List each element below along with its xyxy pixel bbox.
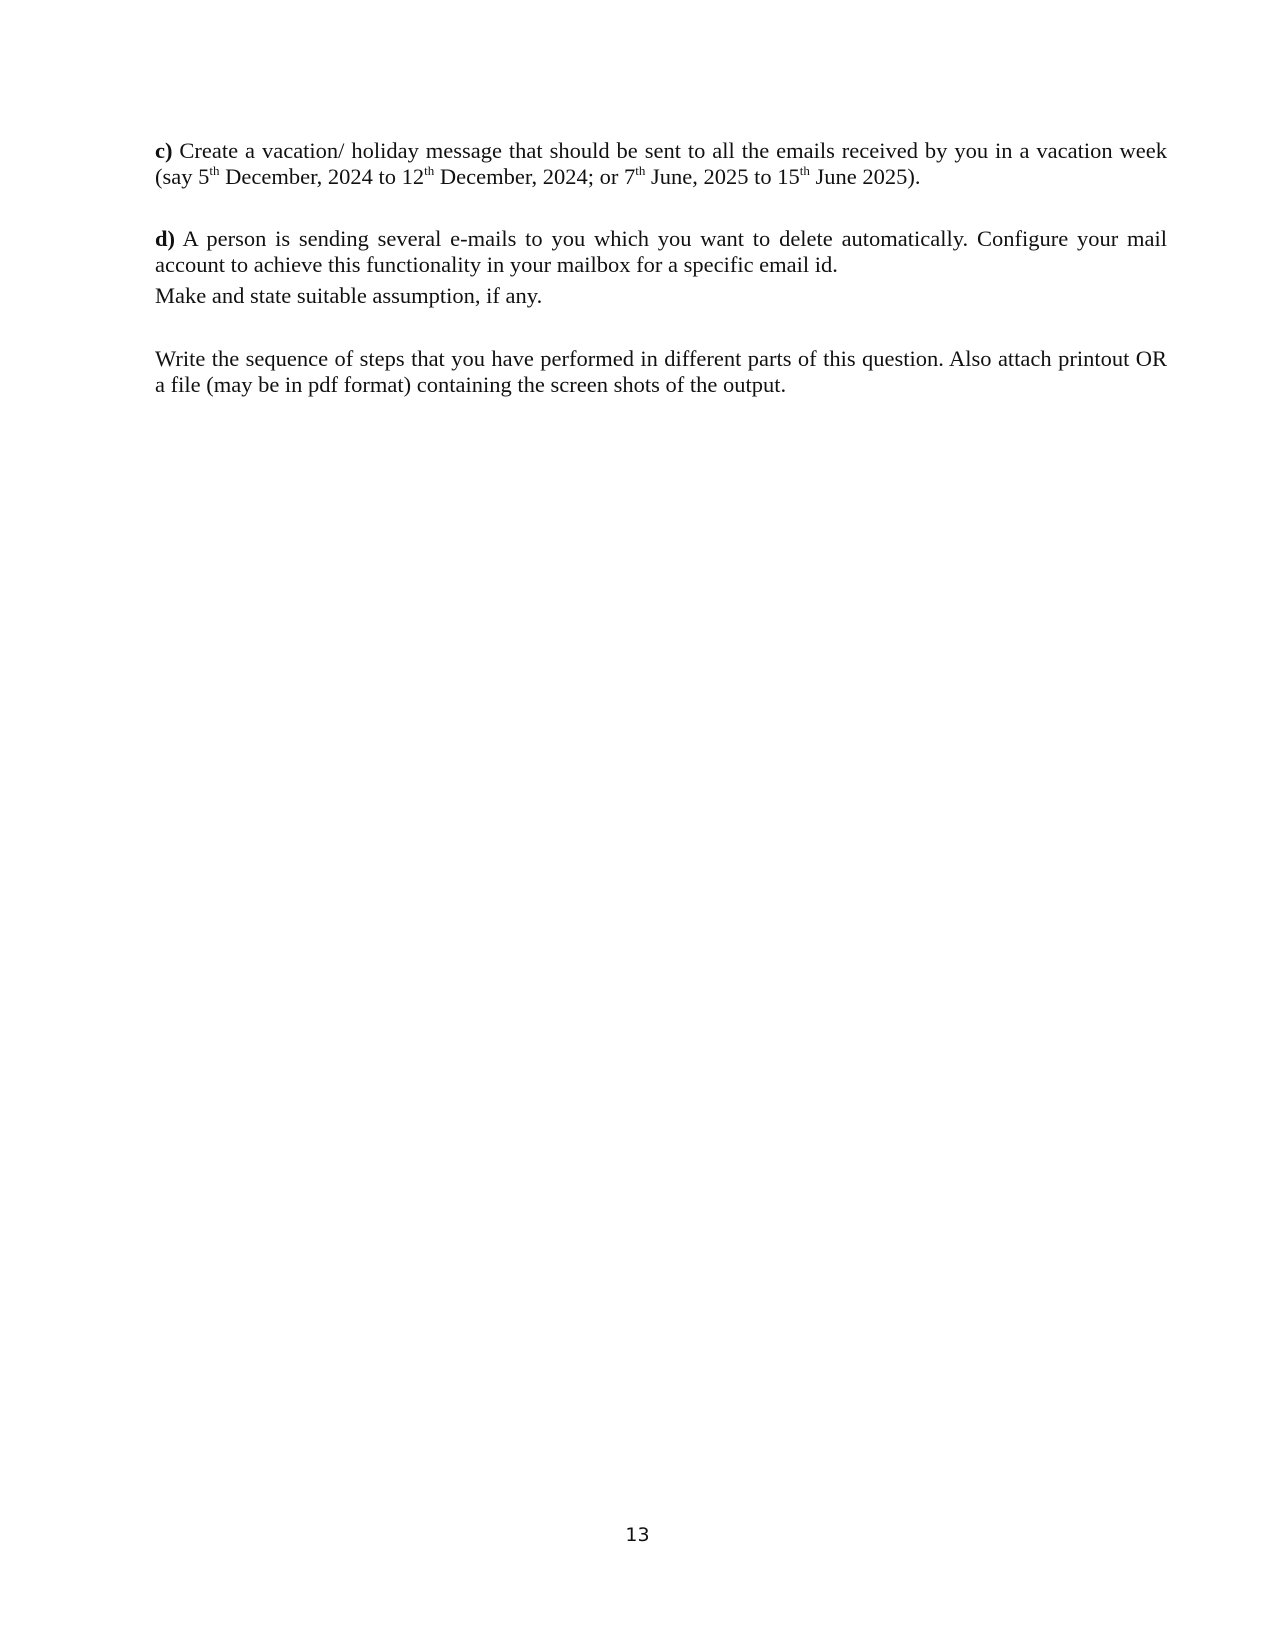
question-c-label: c) [155, 138, 173, 163]
question-d-label: d) [155, 226, 176, 251]
question-d-text: A person is sending several e-mails to you which you want to delete automatically. Configure your mail account to achieve this functionality in your mailbox for a specific email id. [155, 226, 1167, 277]
page-content [155, 138, 1167, 398]
submission-instructions: Write the sequence of steps that you have performed in different parts of this question. Also attach printout OR a file (may be in pdf format) containing the screen shots of the output. [155, 346, 1167, 397]
question-c-text-1: Create a vacation/ holiday message that should be sent to all the emails received by you in a vacation week (say 5 [155, 138, 1167, 189]
assumption-note: Make and state suitable assumption, if any. [155, 283, 543, 308]
question-c-text-2: December, 2024 to 12 [219, 164, 425, 189]
ordinal-suffix: th [424, 162, 435, 178]
ordinal-suffix: th [635, 162, 646, 178]
question-c-text-4: June, 2025 to 15 [645, 164, 800, 189]
question-d [155, 226, 1167, 278]
ordinal-suffix: th [209, 162, 220, 178]
question-c [155, 138, 1167, 190]
question-c-text-5: June 2025). [809, 164, 921, 189]
page-number: 13 [625, 1524, 650, 1546]
ordinal-suffix: th [799, 162, 810, 178]
question-c-text-3: December, 2024; or 7 [434, 164, 636, 189]
